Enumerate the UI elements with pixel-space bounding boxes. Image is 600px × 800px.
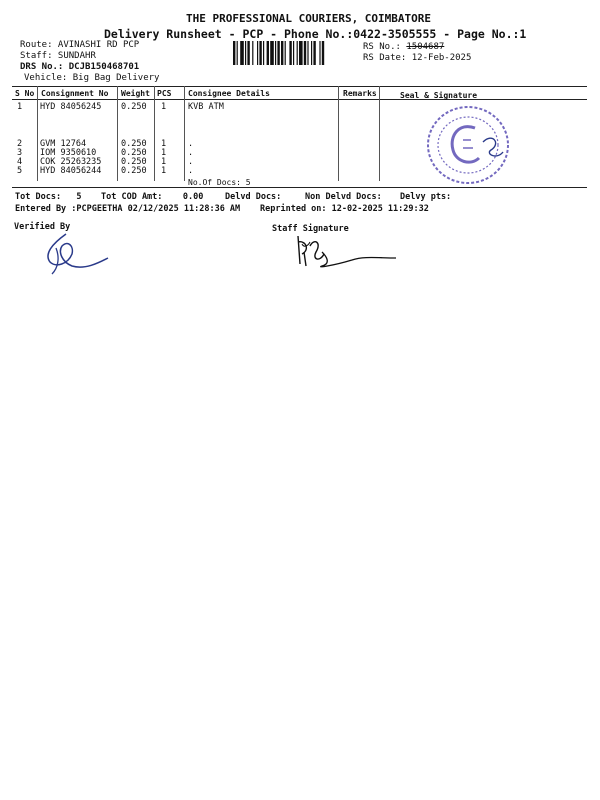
table-row-consignment: HYD 84056244 — [40, 166, 102, 176]
verifier-signature — [38, 228, 118, 278]
table-bottom-rule — [12, 187, 587, 188]
barcode-bar — [311, 41, 312, 65]
rs-number-value: 1504687 — [406, 42, 445, 52]
col-header-seal: Seal & Signature — [400, 91, 478, 100]
table-row-pcs: 1 — [161, 166, 167, 176]
col-header-remarks: Remarks — [343, 89, 377, 98]
barcode-bar — [270, 41, 274, 65]
table-row-pcs: 1 — [161, 148, 167, 158]
table-row-sno: 1 — [17, 102, 23, 112]
col-divider — [338, 86, 339, 181]
barcode-bar — [307, 41, 308, 65]
tot-cod-value: 0.00 — [182, 192, 204, 202]
col-header-pcs: PCS — [157, 89, 172, 98]
entered-by: Entered By :PCPGEETHA 02/12/2025 11:28:36 AM — [15, 204, 241, 214]
drs-number: DRS No.: DCJB150468701 — [20, 62, 140, 72]
table-row-pcs: 1 — [161, 139, 167, 149]
table-row-consignee: . — [188, 157, 194, 167]
table-row-sno: 2 — [17, 139, 23, 149]
barcode-bar — [240, 41, 244, 65]
table-row-consignee: . — [188, 148, 194, 158]
table-row-consignment: HYD 84056245 — [40, 102, 102, 112]
barcode-bar — [233, 41, 235, 65]
rs-number — [363, 42, 444, 52]
seal-stamp — [423, 100, 513, 190]
barcode-bar — [252, 41, 253, 65]
barcode-bar — [304, 41, 306, 65]
barcode-bar — [322, 41, 324, 65]
table-row-consignment: COK 25263235 — [40, 157, 102, 167]
delvd-docs: Delvd Docs: — [225, 192, 282, 202]
col-divider — [154, 86, 155, 181]
barcode-bar — [299, 41, 303, 65]
table-row-pcs: 1 — [161, 157, 167, 167]
tot-docs-value: 5 — [76, 192, 82, 202]
reprinted-on: Reprinted on: 12-02-2025 11:29:32 — [260, 204, 429, 214]
table-top-rule — [12, 86, 587, 87]
barcode-bar — [257, 41, 258, 65]
delvy-pts: Delvy pts: — [400, 192, 452, 202]
barcode-bar — [297, 41, 298, 65]
col-divider — [37, 86, 38, 181]
table-row-weight: 0.250 — [121, 139, 147, 149]
barcode-bar — [263, 41, 264, 65]
route-field: Route: AVINASHI RD PCP — [20, 40, 140, 50]
col-header-weight: Weight — [121, 89, 150, 98]
table-row-consignee: KVB ATM — [188, 102, 224, 112]
rs-number-label: RS No.: — [363, 42, 407, 52]
table-row-sno: 4 — [17, 157, 23, 167]
staff-signature — [292, 232, 402, 282]
staff-signature-label: Staff Signature — [272, 224, 349, 234]
col-divider — [117, 86, 118, 181]
table-row-weight: 0.250 — [121, 157, 147, 167]
col-header-sno: S No — [15, 89, 35, 98]
barcode-bar — [289, 41, 291, 65]
barcode-bar — [237, 41, 238, 65]
col-divider — [184, 86, 185, 181]
barcode-bar — [281, 41, 283, 65]
col-header-consignee: Consignee Details — [188, 89, 270, 98]
barcode-bar — [245, 41, 246, 65]
vehicle-field: Vehicle: Big Bag Delivery — [24, 73, 160, 83]
non-delvd-docs: Non Delvd Docs: — [305, 192, 382, 202]
table-row-consignment: IOM 9350610 — [40, 148, 97, 158]
barcode-bar — [247, 41, 249, 65]
barcode — [233, 41, 358, 63]
barcode-bar — [313, 41, 315, 65]
table-row-consignment: GVM 12764 — [40, 139, 87, 149]
table-row-consignee: . — [188, 166, 194, 176]
table-row-weight: 0.250 — [121, 102, 147, 112]
table-row-pcs: 1 — [161, 102, 167, 112]
tot-cod — [101, 192, 203, 202]
barcode-bar — [259, 41, 261, 65]
table-row-sno: 5 — [17, 166, 23, 176]
verified-by-label: Verified By — [14, 222, 71, 232]
barcode-bar — [275, 41, 276, 65]
barcode-bar — [319, 41, 320, 65]
tot-docs — [15, 192, 82, 202]
rs-date: RS Date: 12-Feb-2025 — [363, 53, 472, 63]
table-row-weight: 0.250 — [121, 148, 147, 158]
staff-field: Staff: SUNDAHR — [20, 51, 96, 61]
tot-docs-label: Tot Docs: — [15, 192, 62, 202]
barcode-bar — [285, 41, 286, 65]
col-divider — [379, 86, 380, 181]
barcode-bar — [277, 41, 279, 65]
tot-cod-label: Tot COD Amt: — [101, 192, 163, 202]
no-of-docs: No.Of Docs: 5 — [188, 178, 251, 187]
barcode-bar — [267, 41, 269, 65]
table-row-sno: 3 — [17, 148, 23, 158]
col-header-consignment: Consignment No — [41, 89, 109, 98]
table-row-weight: 0.250 — [121, 166, 147, 176]
document-subtitle: Delivery Runsheet - PCP - Phone No.:0422-3505555 - Page No.:1 — [104, 27, 527, 41]
table-row-consignee: . — [188, 139, 194, 149]
barcode-bar — [293, 41, 294, 65]
company-name: THE PROFESSIONAL COURIERS, COIMBATORE — [186, 12, 432, 25]
